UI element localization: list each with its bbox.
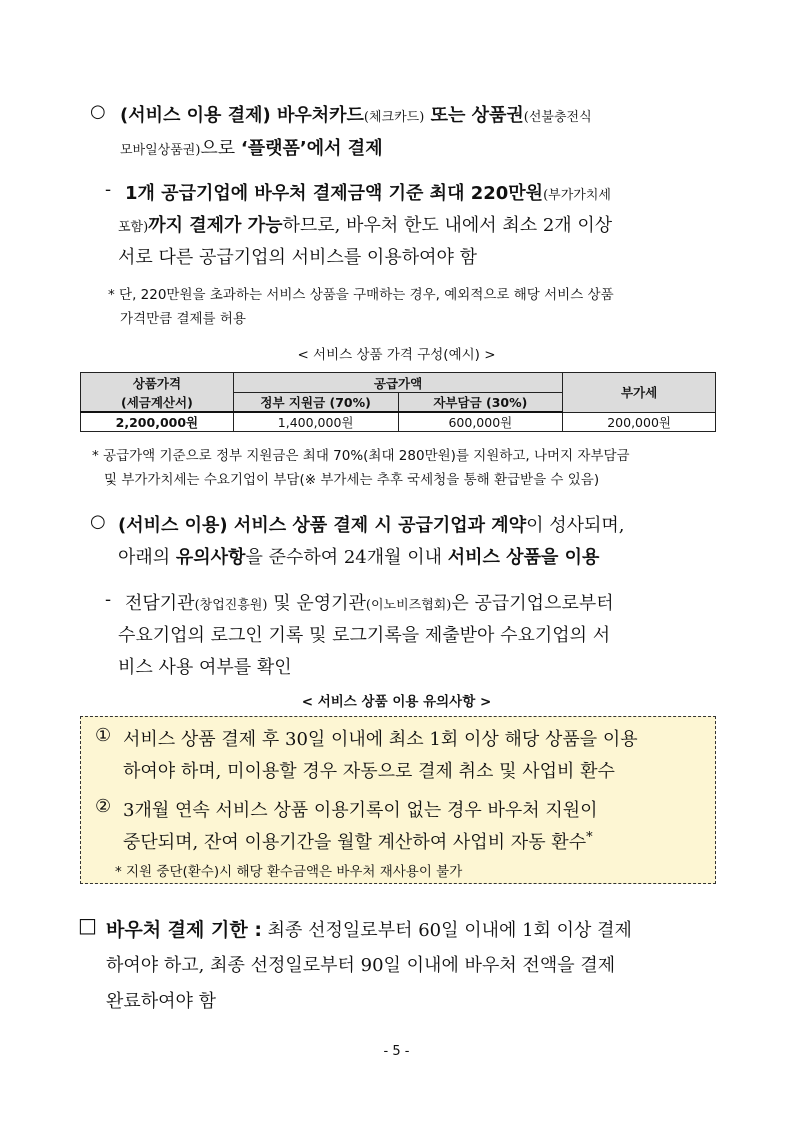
notice-item2-num: ②: [95, 796, 112, 817]
table-caption: < 서비스 상품 가격 구성(예시) >: [297, 347, 496, 363]
cell-self: 600,000원: [398, 412, 563, 432]
sub2-text-b: 및 운영기관: [267, 593, 366, 614]
section2-bold1: (서비스 이용) 서비스 상품 결제 시 공급기업과 계약: [118, 515, 527, 536]
section1-line2: [120, 134, 383, 160]
section1-small2: (선불충전식: [523, 110, 592, 125]
section2-text2: 아래의: [118, 547, 176, 568]
deadline-line2: 하여야 하고, 최종 선정일로부터 90일 이내에 바우처 전액을 결제: [106, 955, 616, 976]
bullet-circle: ○: [90, 101, 106, 122]
section1-text: 으로: [200, 138, 241, 159]
section2-text3: 을 준수하여 24개월 이내: [245, 547, 448, 568]
section1-bold1: (서비스 이용 결제) 바우처카드: [120, 105, 364, 126]
section2-line2: [118, 543, 599, 569]
notice-item2-text: 중단되며, 잔여 이용기간을 월할 계산하여 사업비 자동 환수: [123, 832, 587, 853]
sub1-bold2: 까지 결제가 가능: [148, 215, 283, 236]
sub1-text2: 하므로, 바우처 한도 내에서 최소 2개 이상: [282, 215, 613, 236]
section2-bold3: 서비스 상품을 이용: [447, 547, 600, 568]
notice-box: [80, 716, 716, 884]
sub2-text-c: 은 공급기업으로부터: [451, 593, 614, 614]
note1-line2: 가격만큼 결제를 허용: [120, 311, 246, 327]
section1-small3: 모바일상품권): [120, 143, 201, 158]
bullet-circle-2: ○: [90, 511, 106, 532]
sub2-small2: (이노비즈협회): [365, 598, 452, 613]
cell-price: 2,200,000원: [81, 412, 234, 432]
sub1-line2: [118, 211, 612, 237]
notice-footnote: * 지원 중단(환수)시 해당 환수금액은 바우처 재사용이 불가: [115, 864, 463, 880]
section1-bold2: 또는 상품권: [424, 105, 524, 126]
sub1-line1: [125, 179, 611, 205]
price-table: [80, 372, 716, 432]
notice-item2-sup: *: [586, 830, 593, 845]
deadline-line1: [106, 915, 632, 942]
notice-item1-num: ①: [95, 725, 112, 746]
dash-2: -: [105, 589, 112, 610]
sub2-small1: (창업진흥원): [194, 598, 268, 613]
page-number: - 5 -: [383, 1044, 410, 1059]
notice-item1-line2: 하여야 하며, 미이용할 경우 자동으로 결제 취소 및 사업비 환수: [123, 761, 615, 782]
section2-line1: [118, 511, 624, 537]
header-price-sub: (세금계산서): [81, 393, 234, 413]
section1-bold3: ‘플랫폼’에서 결제: [240, 138, 383, 159]
note1-line1: * 단, 220만원을 초과하는 서비스 상품을 구매하는 경우, 예외적으로 해당 서비스 상품: [108, 287, 614, 303]
header-vat: 부가세: [563, 373, 716, 413]
header-price: 상품가격: [81, 373, 234, 393]
header-supply: 공급가액: [233, 373, 562, 393]
header-self: 자부담금 (30%): [398, 393, 563, 413]
dash-1: -: [105, 179, 112, 200]
deadline-line3: 완료하여야 함: [106, 991, 217, 1012]
section2-text1: 이 성사되며,: [526, 515, 625, 536]
sub1-line3: 서로 다른 공급기업의 서비스를 이용하여야 함: [118, 247, 477, 268]
deadline-title: 바우처 결제 기한 :: [106, 919, 262, 941]
section1-line1: [120, 101, 592, 127]
sub2-line1: [125, 589, 614, 615]
deadline-text1: 최종 선정일로부터 60일 이내에 1회 이상 결제: [261, 920, 632, 941]
note2-line2: 및 부가가치세는 수요기업이 부담(※ 부가세는 추후 국세청을 통해 환급받을 수 있음): [104, 472, 600, 488]
cell-vat: 200,000원: [563, 412, 716, 432]
sub1-small2: 포함): [118, 220, 149, 235]
note2-line1: * 공급가액 기준으로 정부 지원금은 최대 70%(최대 280만원)를 지원하고, 나머지 자부담금: [92, 448, 630, 464]
header-gov: 정부 지원금 (70%): [233, 393, 398, 413]
notice-item1-line1: 서비스 상품 결제 후 30일 이내에 최소 1회 이상 해당 상품을 이용: [123, 729, 638, 750]
section1-small1: (체크카드): [363, 110, 425, 125]
section2-bold2: 유의사항: [175, 547, 246, 568]
sub2-line3: 비스 사용 여부를 확인: [118, 657, 292, 678]
sub2-text-a: 전담기관: [125, 593, 195, 614]
cell-gov: 1,400,000원: [233, 412, 398, 432]
sub2-line2: 수요기업의 로그인 기록 및 로그기록을 제출받아 수요기업의 서: [118, 625, 611, 646]
notice-item2-line2: [123, 828, 593, 854]
sub1-small1: (부가가치세: [543, 188, 611, 203]
notice-item2-line1: 3개월 연속 서비스 상품 이용기록이 없는 경우 바우처 지원이: [123, 800, 598, 821]
checkbox-icon: □: [78, 913, 97, 937]
notice-caption: < 서비스 상품 이용 유의사항 >: [301, 694, 492, 710]
sub1-bold1: 1개 공급기업에 바우처 결제금액 기준 최대 220만원: [125, 183, 544, 204]
